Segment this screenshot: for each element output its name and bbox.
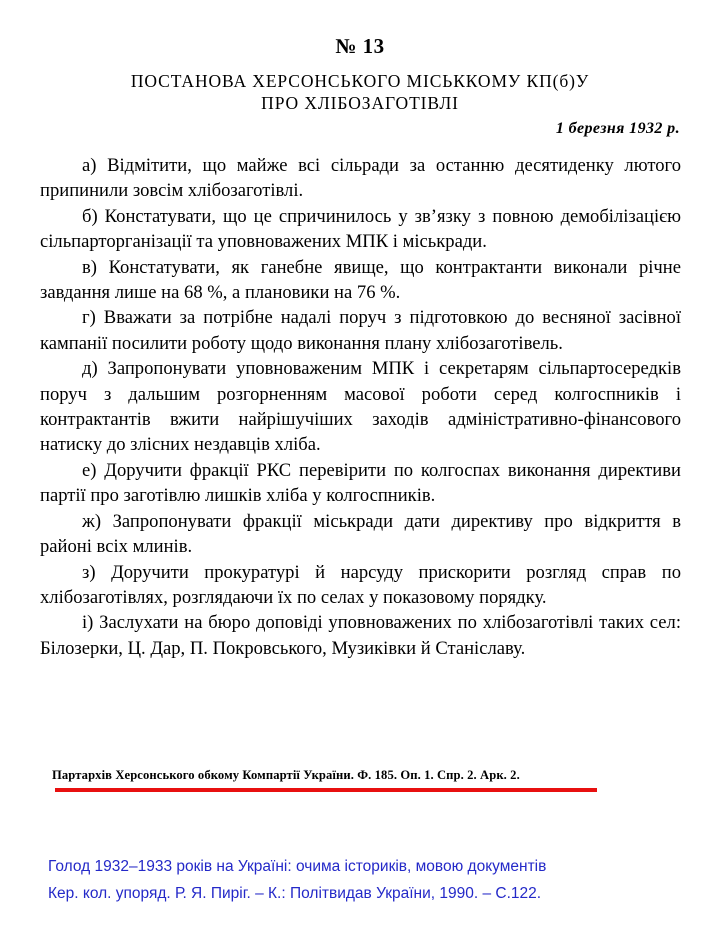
archive-citation: Партархів Херсонського обкому Компартії України. Ф. 185. Оп. 1. Спр. 2. Арк. 2. [52,768,520,782]
paragraph-zh: ж) Запропонувати фракції міськради дати директиву про відкриття в районі всіх млинів. [40,510,681,558]
document-body [40,153,681,661]
document-title-line-1: ПОСТАНОВА ХЕРСОНСЬКОГО МІСЬККОМУ КП(б)У [130,71,590,91]
red-underline-rule [55,788,597,792]
paragraph-h: г) Вважати за потрібне надалі поруч з підготовкою до весняної засівної кампанії посилити роботу щодо виконання плану хлібозаготівель. [40,307,681,354]
paragraph-e: е) Доручити фракції РКС перевірити по колгоспах виконання директиви партії про заготівлю лишків хліба у колгоспників. [40,459,681,507]
source-reference [48,853,708,907]
document-title-line-2: ПРО ХЛІБОЗАГОТІВЛІ [261,93,459,113]
paragraph-z: з) Доручити прокуратурі й нарсуду прискорити розгляд справ по хлібозаготівлях, розглядаючи їх по селах у показовому порядку. [40,561,681,608]
document-date: 1 березня 1932 р. [555,120,680,137]
paragraph-b: б) Констатувати, що це спричинилось у зв’язку з повною демобілізацією сільпарторганізації та уповноважених МПК і міськради. [40,205,681,253]
source-reference-line-1: Голод 1932–1933 років на Україні: очима істориків, мовою документів [48,858,547,875]
paragraph-a: а) Відмітити, що майже всі сільради за останню десятиденку лютого припинили зовсім хлібозаготівлі. [40,155,681,202]
paragraph-v: в) Констатувати, як ганебне явище, що контрактанти виконали річне завдання лише на 68 %, а плановики на 76 %. [40,256,681,304]
source-reference-line-2: Кер. кол. упоряд. Р. Я. Пиріг. – К.: Політвидав України, 1990. – С.122. [48,885,542,902]
paragraph-i: і) Заслухати на бюро доповіді уповноважених по хлібозаготівлі таких сел: Білозерки, Ц. Дар, П. Покровського, Музиківки й Станіславу. [40,612,681,659]
document-number: № 13 [335,34,385,58]
paragraph-d: д) Запропонувати уповноваженим МПК і секретарям сільпартосередків поруч з дальшим розгорненням масової роботи серед колгоспників і контрактантів вжити найрішучіших заходів адміністративно-фінансового натиску до злісних нездавців хліба. [40,358,681,456]
document-title [60,70,660,114]
